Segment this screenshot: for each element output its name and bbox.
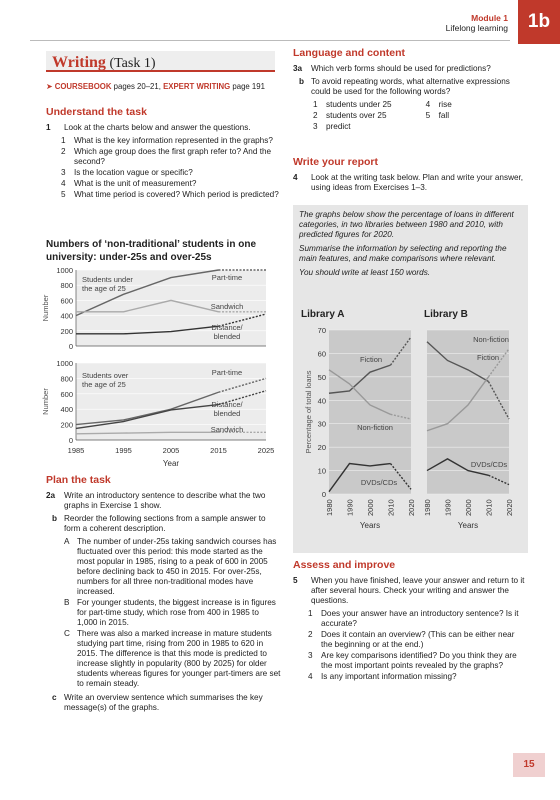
series-label: Distance/ (211, 323, 243, 332)
x-axis-label: Year (162, 459, 180, 468)
y-tick-label: 10 (317, 466, 326, 476)
y-tick-label: 800 (60, 281, 73, 291)
x-tick-label: 2025 (257, 446, 275, 455)
x-axis-label: Years (359, 521, 381, 530)
series-label: Part-time (211, 368, 243, 377)
series-label: Part-time (211, 273, 243, 282)
x-axis-label: Years (457, 521, 479, 530)
series-label: Non-fiction (473, 335, 509, 344)
x-tick-label: 1990 (345, 499, 355, 516)
y-tick-label: 40 (317, 396, 326, 406)
series-label: Distance/ (211, 400, 243, 409)
series-label: Non-fiction (357, 423, 393, 432)
page-header (0, 0, 560, 46)
section-title: Writing (Task 1) (46, 51, 275, 72)
y-tick-label: 20 (317, 443, 326, 453)
y-tick-label: 800 (60, 374, 73, 384)
x-tick-label: 1980 (325, 499, 334, 516)
unit-badge: 1b (518, 0, 560, 44)
y-tick-label: 70 (317, 326, 326, 335)
chart-title: Library B (424, 309, 468, 320)
x-tick-label: 2020 (505, 499, 514, 516)
legend-text: Students under (82, 275, 133, 284)
x-tick-label: 2000 (464, 499, 473, 516)
students-charts (40, 266, 285, 476)
y-tick-label: 200 (60, 326, 73, 336)
understand-section: Understand the task 1 Look at the charts below and answer the questions. 1 What is the key information represented in the graphs? 2 Which age group does the first graph refer to? And the second? 3 Is the location vague or specific? 4 What is the unit of measurement? 5 What time period is covered? Which period is predicted? (46, 106, 281, 201)
over-25-chart (41, 359, 274, 468)
page-number: 15 (513, 753, 545, 777)
understand-heading: Understand the task (46, 106, 147, 118)
x-tick-label: 2015 (210, 446, 227, 455)
library-charts (293, 302, 528, 538)
y-axis-label: Number (41, 294, 50, 322)
y-tick-label: 600 (60, 296, 73, 306)
series-label: blended (213, 409, 241, 418)
library-a-chart (301, 309, 416, 530)
x-tick-label: 1995 (115, 446, 132, 455)
x-tick-label: 2010 (386, 499, 396, 516)
x-tick-label: 2000 (366, 499, 375, 516)
x-tick-label: 2010 (484, 499, 494, 516)
series-label: DVDs/CDs (470, 460, 508, 469)
x-tick-label: 1985 (67, 446, 85, 455)
y-tick-label: 60 (317, 349, 326, 359)
y-tick-label: 0 (68, 342, 73, 351)
y-axis-label: Number (41, 388, 50, 415)
chart-title: Numbers of ‘non-traditional’ students in one university: under-25s and over-25s (46, 239, 257, 263)
y-tick-label: 1000 (56, 266, 73, 275)
series-label: DVDs/CDs (360, 478, 398, 487)
x-tick-label: 2005 (162, 446, 180, 455)
y-tick-label: 600 (60, 389, 73, 399)
series-label: blended (213, 332, 241, 341)
library-b-chart (423, 309, 514, 530)
x-tick-label: 1990 (443, 499, 453, 516)
plan-section: Plan the task 2a Write an introductory sentence to describe what the two graphs in Exercise 1 show. b Reorder the following sections from a sample answer to form a coherent description. A The number of under-25s taking sandwich courses has fluctuated over this period: this mode started as the most popular in 1985, rising to a peak of 600 in 2005 before declining back to 450 in 2015. For over-25s, numbers for all three non-traditional modes have increased. B For younger students, the biggest increase is in figures for part-time study, which rose from 400 in 1985 to 1,000 in 2015. C There was also a marked increase in mature students studying part time, rising from 200 in 1985 to 620 in 2015. The difference is that this mode is predicted to increase slightly in popularity (800 by 2025) for older students whereas figures for younger part-timers are set to remain steady. c Write an overview sentence which summarises the key message(s) of the graphs. (46, 474, 281, 712)
task-box: The graphs below show the percentage of loans in different categories, in two libraries between 1980 and 2010, with predicted figures for 2020. Summarise the information by selecting and reporting the main features, and make comparisons where relevant. You should write at least 150 words. (293, 205, 528, 553)
under-25-chart (41, 266, 266, 351)
y-tick-label: 30 (317, 419, 326, 429)
y-tick-label: 200 (60, 420, 73, 430)
series-label: Fiction (476, 353, 500, 362)
chart-title: Library A (301, 309, 345, 320)
y-tick-label: 0 (321, 490, 326, 499)
y-axis-label: Percentage of total loans (304, 370, 313, 454)
report-section: Write your report 4 Look at the writing task below. Plan and write your answer, using ideas from Exercises 1–3. (293, 156, 524, 192)
x-tick-label: 1980 (423, 499, 432, 516)
series-label: Sandwich (210, 302, 244, 311)
legend-text: Students over (82, 371, 129, 380)
x-tick-label: 2020 (407, 499, 416, 516)
series-label: Fiction (359, 355, 383, 364)
arrow-icon: ➤ (46, 82, 53, 91)
y-tick-label: 400 (60, 311, 73, 321)
legend-text: the age of 25 (82, 284, 126, 293)
y-tick-label: 400 (60, 405, 73, 415)
assess-section: Assess and improve 5 When you have finished, leave your answer and return to it after several hours. Check your writing and answer the questions. 1 Does your answer have an introductory sentence? Is it accurate? 2 Does it contain an overview? (This can be either near the beginning or at the end.) 3 Are key comparisons identified? Do you think they are the most important points revealed by the graphs? 4 Is any important information missing? (293, 559, 525, 681)
y-tick-label: 50 (317, 372, 326, 382)
y-tick-label: 0 (68, 436, 73, 445)
coursebook-reference[interactable]: ➤ COURSEBOOK pages 20–21, EXPERT WRITING page 191 (46, 82, 265, 91)
header-divider (30, 40, 510, 41)
module-label: Module 1 Lifelong learning (445, 13, 508, 34)
language-section: Language and content 3a Which verb forms should be used for predictions? b To avoid repeating words, what alternative expressions could be used for the following words? 1 students under 25 2 students over 25 3 predict 4 rise 5 fall (293, 47, 510, 131)
series-label: Sandwich (210, 425, 244, 434)
y-tick-label: 1000 (56, 359, 73, 368)
legend-text: the age of 25 (82, 380, 126, 389)
